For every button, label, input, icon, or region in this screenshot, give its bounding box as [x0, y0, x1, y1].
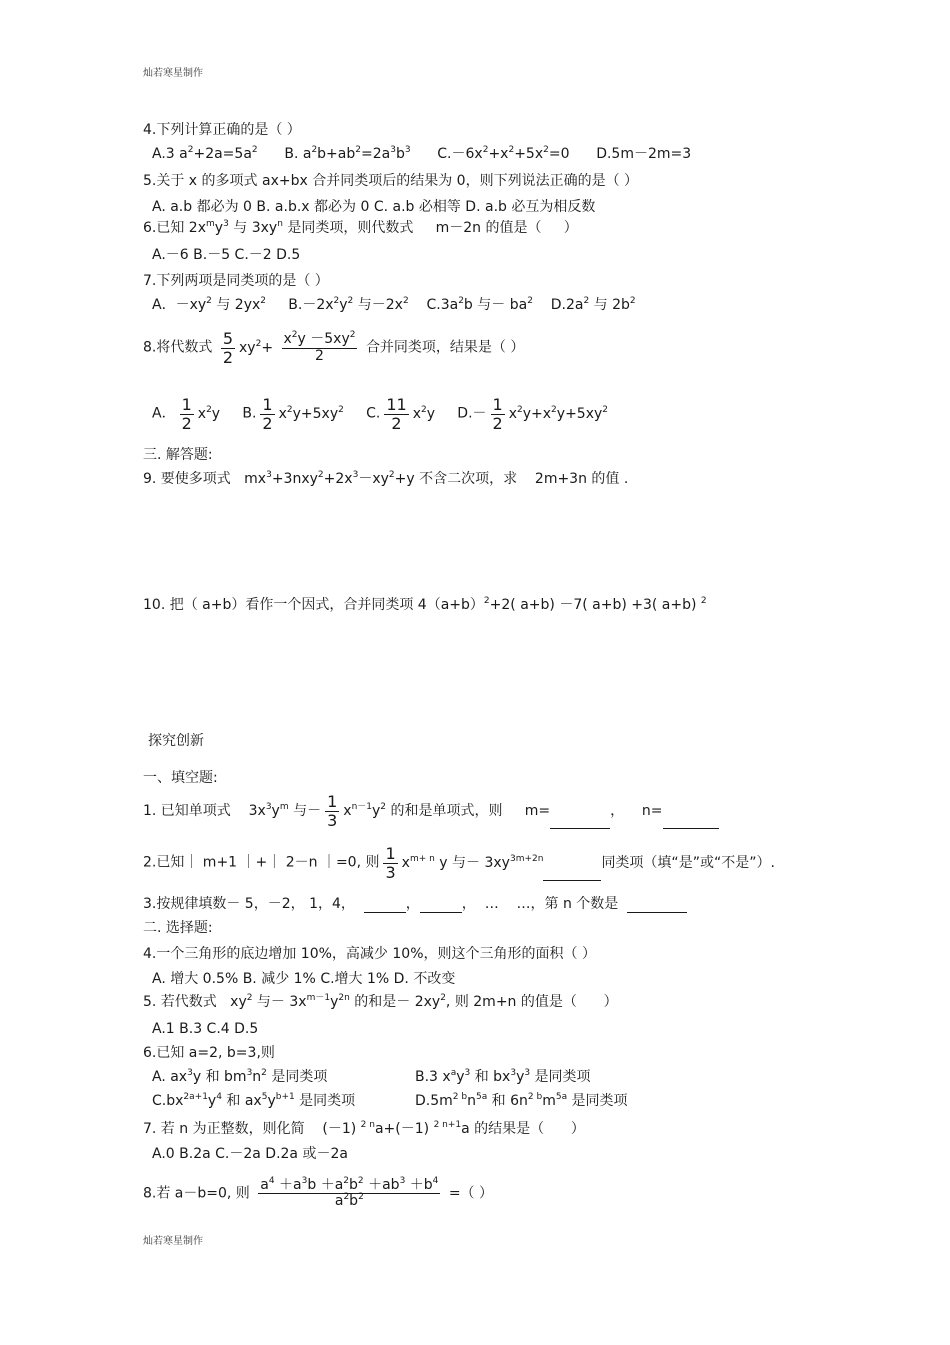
e4-options: A. 增大 0.5% B. 减少 1% C.增大 1% D. 不改变	[152, 971, 456, 987]
q6-options: A.－6 B.－5 C.－2 D.5	[152, 247, 301, 263]
q8-stem: 8.将代数式 $\frac{5}{2}$ $xy^2+$ $\frac{x^2y -5xy^2}{2}$ 合并同类项，结果是（ ）	[143, 329, 525, 367]
e7-stem: 7. 若 n 为正整数，则化简 (－1) $^{2 n}$a+(－1) $^{2 n+1}$a 的结果是（ ）	[143, 1120, 585, 1137]
e5-stem: 5. 若代数式 $xy^2$ 与－ $3x^{m-1}y^{2n}$ 的和是－ $2xy^2$, 则 2m+n 的值是（ ）	[143, 993, 618, 1010]
e5-options: A.1 B.3 C.4 D.5	[152, 1021, 259, 1037]
e6-option-b: B.3 $x^ay^3$ 和 $bx^3y^3$ 是同类项	[415, 1068, 591, 1085]
e6-option-c: $C.bx^{2a+1}y^4$ 和 $ax^5y^{b+1}$ 是同类项	[152, 1092, 356, 1109]
q6-stem: 6.已知 $2x^my^3$ 与 $3xy^n$ 是同类项，则代数式 m－2n 的值是（ ）	[143, 219, 578, 236]
section-2-title: 二. 选择题:	[143, 920, 213, 936]
q5-options: A. a.b 都必为 0 B. a.b.x 都必为 0 C. a.b 必相等 D. a.b 必互为相反数	[152, 199, 596, 215]
explore-title: 探究创新	[148, 733, 204, 749]
q7-stem: 7.下列两项是同类项的是（ ）	[143, 273, 329, 289]
e1: 1. 已知单项式 $3x^3y^m$ 与－ $\frac{1}{3}$ $x^{n-1}y^2$ 的和是单项式，则 m= ， n=	[143, 793, 719, 829]
e2: 2.已知｜ m+1 ｜+｜ 2－n ｜=0, 则 $\frac{1}{3}$ $x^{m+ n}$ y 与－ $3xy^{3m+2n}$ 同类项（填“是”或“不是”）.	[143, 844, 775, 882]
page-header: 灿若寒星制作	[143, 68, 203, 79]
e6-option-a: A. $ax^3y$ 和 $bm^3n^2$ 是同类项	[152, 1068, 328, 1085]
e7-options: A.0 B.2a C.－2a D.2a 或－2a	[152, 1146, 348, 1162]
e6-stem: 6.已知 a=2, b=3,则	[143, 1045, 275, 1061]
e3: 3.按规律填数－ 5，－2， 1，4， ， ， … …，第 n 个数是	[143, 896, 687, 913]
q5-stem: 5.关于 x 的多项式 ax+bx 合并同类项后的结果为 0，则下列说法正确的是（ ）	[143, 173, 639, 189]
fraction-e8: $\frac{a^4 +a^3b +a^2b^2 +ab^3 +b^4}{a^2b^2}$	[260, 1176, 439, 1210]
e4-stem: 4.一个三角形的底边增加 10%，高减少 10%，则这个三角形的面积（ ）	[143, 946, 596, 962]
section-3-title: 三. 解答题:	[143, 447, 213, 463]
section-1-title: 一、填空题:	[143, 770, 218, 786]
q7-options: A．$-xy^2$ 与 $2yx^2$ $B.-2x^2y^2$ 与$-2x^2$ $C.3a^2b$ 与－ $ba^2$ $D.2a^2$ 与 $2b^2$	[152, 296, 636, 313]
q9: 9. 要使多项式 $mx^3+3nxy^2+2x^3-xy^2+y$ 不含二次项，求 2m+3n 的值 .	[143, 470, 629, 487]
q8-options: A． $\frac{1}{2}$ $x^2y$ B. $\frac{1}{2}$ $x^2y+5xy^2$ C. $\frac{11}{2}$ $x^2y$ D.－ $\frac{1}{2}$ $x^2y+x^2y+5xy^2$	[152, 395, 609, 433]
page-footer: 灿若寒星制作	[143, 1236, 203, 1247]
e6-option-d: $D.5m^{2 b}n^{5a}$ 和 $6n^{2 b}m^{5a}$ 是同类项	[415, 1092, 628, 1109]
q4-stem: 4.下列计算正确的是（ ）	[143, 122, 301, 138]
q4-options: A.3 $a^2+2a=5a^2$ B. $a^2b+ab^2=2a^3b^3$ $C.-6x^2+x^2+5x^2=0$ D.5m－2m=3	[152, 145, 692, 162]
e8: 8.若 a－b=0, 则 $\frac{a^4 +a^3b +a^2b^2 +ab^3 +b^4}{a^2b^2}$ =（ ）	[143, 1176, 494, 1210]
fraction-5-2: $\frac{5}{2}$	[222, 329, 233, 367]
q10: 10. 把（ a+b）看作一个因式，合并同类项 $4(a+b)^2+2$( a+b) －7( a+b) +3( a+b) $^2$	[143, 596, 707, 613]
fraction-x2y-5xy2: $\frac{x^2y -5xy^2}{2}$	[283, 330, 356, 364]
